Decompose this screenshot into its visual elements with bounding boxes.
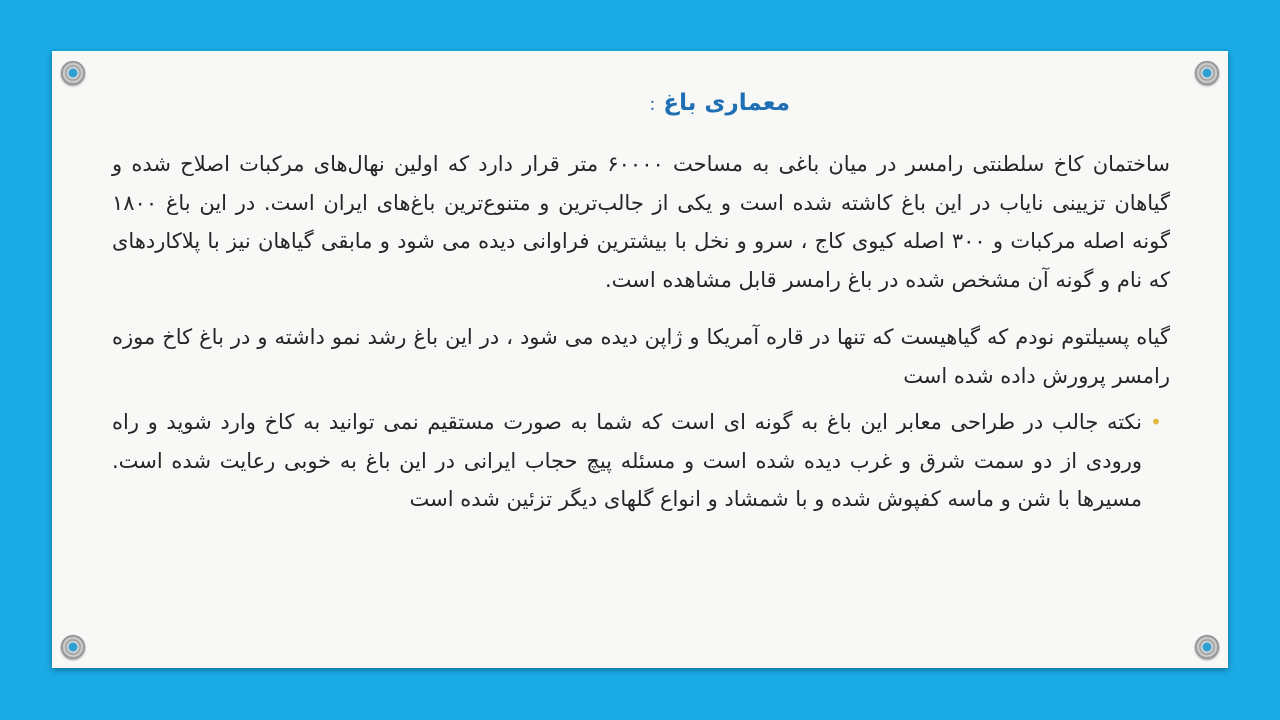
bullet-text: نکته جالب در طراحی معابر این باغ به گونه ای است که شما به صورت مستقیم نمی توانید به کاخ وارد شوید و راه ورودی از دو سمت شرق و غرب دیده شده است و مسئله پیچ حجاب ایرانی در این باغ به خوبی رعایت شده است. مسیرها با شن و ماسه کفپوش شده و با شمشاد و انواع گلهای دیگر تزئین شده است	[112, 410, 1142, 511]
slide-title	[640, 85, 790, 123]
paragraph-garden-description: ساختمان کاخ سلطنتی رامسر در میان باغی به مساحت ۶۰۰۰۰ متر قرار دارد که اولین نهال‌های مرکبات اصلاح شده و گیاهان تزیینی نایاب در این باغ کاشته شده است و یکی از جالب‌ترین و متنوع‌ترین باغ‌های ایران است. در این باغ ۱۸۰۰ گونه اصله مرکبات و ۳۰۰ اصله کیوی کاج ، سرو و نخل با بیشترین فراوانی دیده می شود و مابقی گیاهان نیز با پلاکاردهای که نام و گونه آن مشخص شده در باغ رامسر قابل مشاهده است.	[112, 152, 1171, 292]
paragraph-psilotum: گیاه پسیلتوم نودم که گیاهیست که تنها در قاره آمریکا و ژاپن دیده می شود ، در این باغ رشد نمو داشته و در باغ کاخ موزه رامسر پرورش داده شده است	[112, 325, 1170, 388]
slide-title-colon: :	[649, 94, 656, 115]
bullet-item	[112, 403, 1170, 519]
rivet-bottom-right-icon	[1195, 635, 1219, 659]
rivet-top-right-icon	[1195, 61, 1219, 85]
bullet-dot-icon: •	[1150, 410, 1162, 434]
rivet-bottom-left-icon	[61, 635, 85, 659]
rivet-top-left-icon	[61, 61, 85, 85]
slide-title-text: معماری باغ	[663, 90, 790, 116]
